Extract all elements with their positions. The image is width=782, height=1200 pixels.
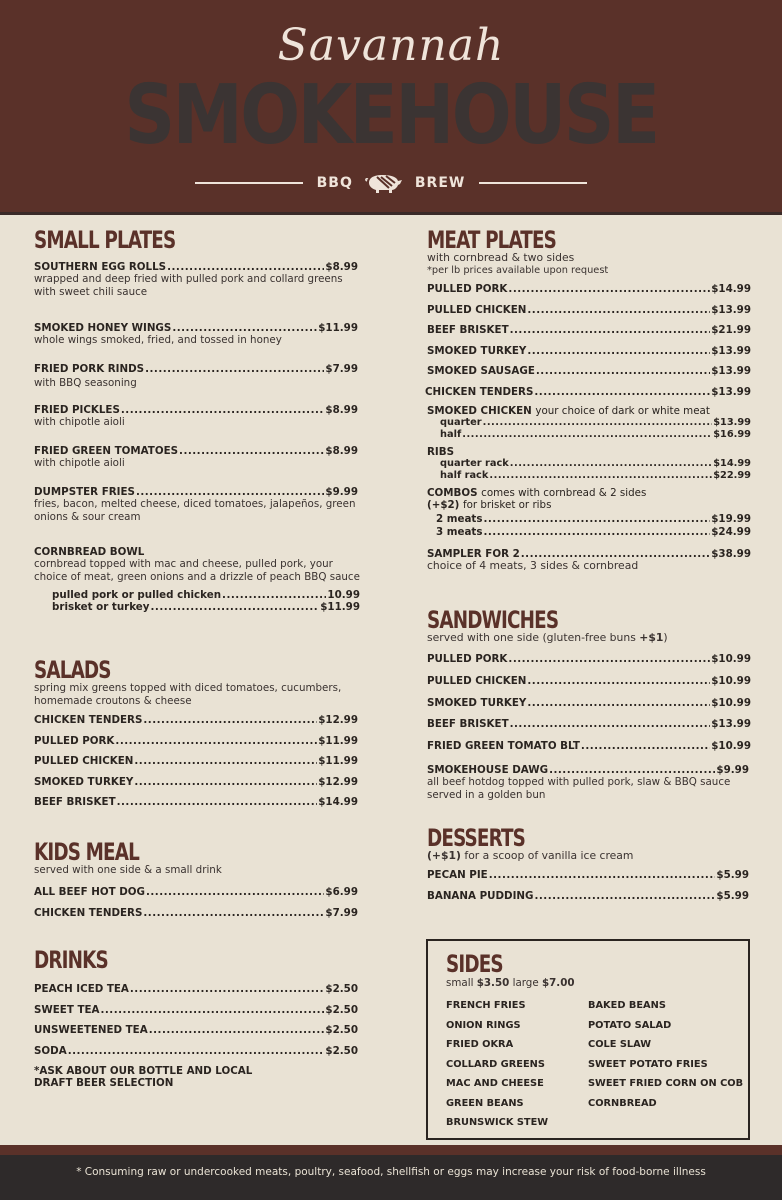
option-name: pulled pork or pulled chicken [52, 589, 222, 601]
item-name: RIBS [427, 446, 455, 458]
meat-plates-list [427, 283, 751, 406]
item-price: $10.99 [711, 653, 751, 665]
beer-note-line2: DRAFT BEER SELECTION [34, 1077, 174, 1089]
option-name: 3 meats [436, 526, 483, 538]
brand-title: SMOKEHOUSE [124, 68, 658, 163]
item-price: $13.99 [711, 385, 751, 398]
item-price: $14.99 [711, 283, 751, 295]
item-price: $2.50 [325, 1024, 358, 1036]
combo-extra-price: (+$2) [427, 499, 460, 511]
item-name: FRIED PORK RINDS [34, 363, 145, 375]
tagline-brew: BREW [414, 175, 466, 191]
item-price: $8.99 [325, 445, 358, 457]
side-item: SWEET POTATO FRIES [588, 1058, 708, 1070]
item-price: $10.99 [711, 696, 751, 709]
brand-script: Savannah [277, 20, 505, 71]
small-plates-section [34, 226, 358, 254]
item-description: with chipotle aioli [34, 416, 125, 428]
meat-plates-section [427, 226, 751, 277]
brand-tagline [0, 171, 782, 195]
desserts-title: DESSERTS [427, 824, 526, 852]
item-name: SWEET TEA [34, 1003, 100, 1016]
item-price: $9.99 [325, 486, 358, 498]
item-name: COMBOS [427, 487, 478, 499]
option-name: quarter [440, 417, 482, 428]
sandwiches-list [427, 653, 751, 762]
option-price: $14.99 [713, 458, 751, 469]
item-price: $11.99 [318, 322, 358, 334]
item-description: all beef hotdog topped with pulled pork, slaw & BBQ sauce served in a golden bun [427, 776, 731, 801]
side-item: POTATO SALAD [588, 1019, 672, 1031]
item-name: DUMPSTER FRIES [34, 486, 135, 498]
sampler [427, 548, 751, 573]
side-item: MAC AND CHEESE [446, 1078, 544, 1089]
item-price: $9.99 [716, 764, 749, 776]
header-divider [0, 212, 782, 215]
option-name: 2 meats [436, 513, 483, 525]
desserts-note: for a scoop of vanilla ice cream [464, 849, 634, 862]
sandwiches-note: served with one side (gluten-free buns [427, 631, 640, 644]
kids-section [34, 838, 358, 877]
large-price: $7.00 [541, 977, 575, 989]
item-price: $10.99 [711, 674, 751, 687]
item-name: PULLED CHICKEN [427, 674, 527, 687]
item-name: FRIED PICKLES [34, 404, 120, 416]
item-name: SMOKEHOUSE DAWG [427, 764, 549, 776]
side-item: ONION RINGS [446, 1019, 521, 1031]
menu-item [34, 486, 358, 523]
item-name: SODA [34, 1044, 67, 1057]
item-name: UNSWEETENED TEA [34, 1024, 148, 1036]
option-price: 10.99 [327, 589, 360, 601]
smoked-chicken [427, 405, 751, 441]
salads-note: spring mix greens topped with diced tomatoes, cucumbers, homemade croutons & cheese [34, 682, 342, 707]
side-item: CORNBREAD [588, 1097, 657, 1109]
option-price: $22.99 [713, 470, 751, 481]
item-price: $5.99 [716, 869, 749, 881]
drinks-title: DRINKS [34, 946, 108, 974]
item-price: $2.50 [325, 1003, 358, 1016]
item-name: BEEF BRISKET [427, 324, 509, 336]
meat-plates-note: with cornbread & two sides [427, 251, 575, 264]
item-name: SMOKED SAUSAGE [427, 365, 535, 377]
item-description: wrapped and deep fried with pulled pork and collard greens with sweet chili sauce [34, 273, 343, 298]
item-price: $8.99 [325, 261, 358, 273]
combo-extra-desc: for brisket or ribs [462, 499, 552, 511]
item-price: $13.99 [711, 365, 751, 377]
item-name: BEEF BRISKET [34, 796, 116, 808]
item-name: CHICKEN TENDERS [34, 714, 143, 726]
kids-note: served with one side & a small drink [34, 864, 222, 876]
sides-section [446, 950, 746, 990]
meat-plates-title: MEAT PLATES [427, 226, 557, 254]
meat-plates-note2: *per lb prices available upon request [427, 264, 609, 276]
option-price: $11.99 [320, 601, 360, 613]
item-price: $7.99 [325, 363, 358, 375]
item-name: ALL BEEF HOT DOG [34, 886, 145, 898]
item-name: SMOKED TURKEY [427, 344, 527, 357]
salads-title: SALADS [34, 656, 111, 684]
desserts-section [427, 824, 749, 863]
item-name: CHICKEN TENDERS [425, 385, 534, 398]
tagline-rule-left [195, 182, 303, 184]
drinks-section [34, 946, 358, 974]
salads-list [34, 714, 358, 817]
item-price: $11.99 [318, 755, 358, 767]
item-name: PEACH ICED TEA [34, 983, 129, 995]
side-item: BAKED BEANS [588, 1000, 666, 1011]
option-name: brisket or turkey [52, 601, 150, 613]
drinks-note [34, 1065, 358, 1089]
sides-title: SIDES [446, 950, 503, 978]
item-name: SMOKED CHICKEN [427, 405, 532, 417]
sandwiches-title: SANDWICHES [427, 606, 559, 634]
item-price: $11.99 [318, 734, 358, 747]
sandwiches-section: SANDWICHES served with one side (gluten-free buns +$1) [427, 606, 751, 645]
menu-item [34, 261, 358, 298]
option-name: quarter rack [440, 458, 509, 469]
item-name: PECAN PIE [427, 869, 488, 881]
item-name: SMOKED TURKEY [427, 696, 527, 709]
side-item: COLLARD GREENS [446, 1058, 545, 1070]
side-item: FRIED OKRA [446, 1039, 514, 1050]
ribs [427, 446, 751, 482]
item-name: FRIED GREEN TOMATOES [34, 445, 179, 457]
drinks-list [34, 983, 358, 1065]
item-price: $6.99 [325, 886, 358, 898]
item-name: PULLED PORK [427, 283, 508, 295]
item-name: SMOKED TURKEY [34, 775, 134, 788]
item-name: BANANA PUDDING [427, 889, 534, 902]
item-price: $13.99 [711, 718, 751, 731]
menu-item [34, 404, 358, 429]
item-description: fries, bacon, melted cheese, diced tomatoes, jalapeños, green onions & sour cream [34, 498, 356, 523]
option-name: half [440, 429, 462, 440]
item-price: $13.99 [711, 303, 751, 316]
item-price: $21.99 [711, 324, 751, 336]
item-name: PULLED PORK [34, 734, 115, 747]
item-name: PULLED CHICKEN [427, 303, 527, 316]
item-price: $38.99 [711, 548, 751, 560]
option-name: half rack [440, 470, 489, 481]
item-description: whole wings smoked, fried, and tossed in honey [34, 334, 282, 346]
small-plates-title: SMALL PLATES [34, 226, 176, 254]
item-price: $14.99 [318, 796, 358, 808]
item-name: FRIED GREEN TOMATO BLT [427, 740, 580, 753]
option-price: $24.99 [711, 526, 751, 538]
item-name: SOUTHERN EGG ROLLS [34, 261, 167, 273]
item-price: $8.99 [325, 404, 358, 416]
gluten-free-price: +$1 [639, 631, 664, 644]
option-price: $19.99 [711, 513, 751, 525]
pig-icon [365, 172, 403, 194]
small-label: small [446, 977, 474, 989]
small-price: $3.50 [476, 977, 510, 989]
side-item: BRUNSWICK STEW [446, 1117, 549, 1128]
item-price: $5.99 [716, 889, 749, 902]
menu-item [34, 363, 358, 390]
item-price: $13.99 [711, 344, 751, 357]
tagline-rule-right [479, 182, 587, 184]
beer-note-line1: *ASK ABOUT OUR BOTTLE AND LOCAL [34, 1065, 253, 1077]
item-name: CHICKEN TENDERS [34, 907, 143, 919]
side-item: FRENCH FRIES [446, 1000, 526, 1011]
item-name: PULLED PORK [427, 653, 508, 665]
option-price: $16.99 [713, 429, 751, 440]
item-description: your choice of dark or white meat [535, 405, 710, 417]
salads-section [34, 656, 358, 707]
food-safety-disclaimer: * Consuming raw or undercooked meats, poultry, seafood, shellfish or eggs may increase your risk of food-borne illness [76, 1166, 706, 1178]
ice-cream-price: (+$1) [427, 849, 461, 862]
combos [427, 487, 751, 539]
item-price: $10.99 [711, 740, 751, 753]
item-description: cornbread topped with mac and cheese, pulled pork, your choice of meat, green onions and a drizzle of peach BBQ sauce [34, 558, 360, 583]
smokehouse-dawg [427, 764, 749, 801]
item-name: BEEF BRISKET [427, 718, 509, 731]
tagline-bbq: BBQ [316, 175, 353, 191]
kids-list [34, 886, 358, 928]
item-price: $12.99 [318, 714, 358, 726]
side-item: SWEET FRIED CORN ON COB [588, 1078, 744, 1089]
item-description: with BBQ seasoning [34, 377, 137, 389]
option-price: $13.99 [713, 417, 751, 428]
item-price: $2.50 [325, 983, 358, 995]
desserts-list [427, 869, 749, 910]
footer-accent [0, 1145, 782, 1155]
menu-item [34, 322, 358, 347]
side-item: GREEN BEANS [446, 1097, 524, 1109]
item-price: $12.99 [318, 775, 358, 788]
item-name: SAMPLER FOR 2 [427, 548, 520, 560]
item-price: $2.50 [325, 1044, 358, 1057]
item-description: comes with cornbread & 2 sides [481, 487, 647, 499]
large-label: large [512, 977, 539, 989]
kids-title: KIDS MEAL [34, 838, 139, 866]
item-name: CORNBREAD BOWL [34, 546, 145, 558]
cornbread-bowl [34, 546, 360, 613]
item-price: $7.99 [325, 907, 358, 919]
item-name: SMOKED HONEY WINGS [34, 322, 172, 334]
item-description: choice of 4 meats, 3 sides & cornbread [427, 559, 639, 572]
side-item: COLE SLAW [588, 1039, 652, 1050]
item-description: with chipotle aioli [34, 457, 125, 469]
menu-item [34, 445, 358, 470]
item-name: PULLED CHICKEN [34, 755, 134, 767]
